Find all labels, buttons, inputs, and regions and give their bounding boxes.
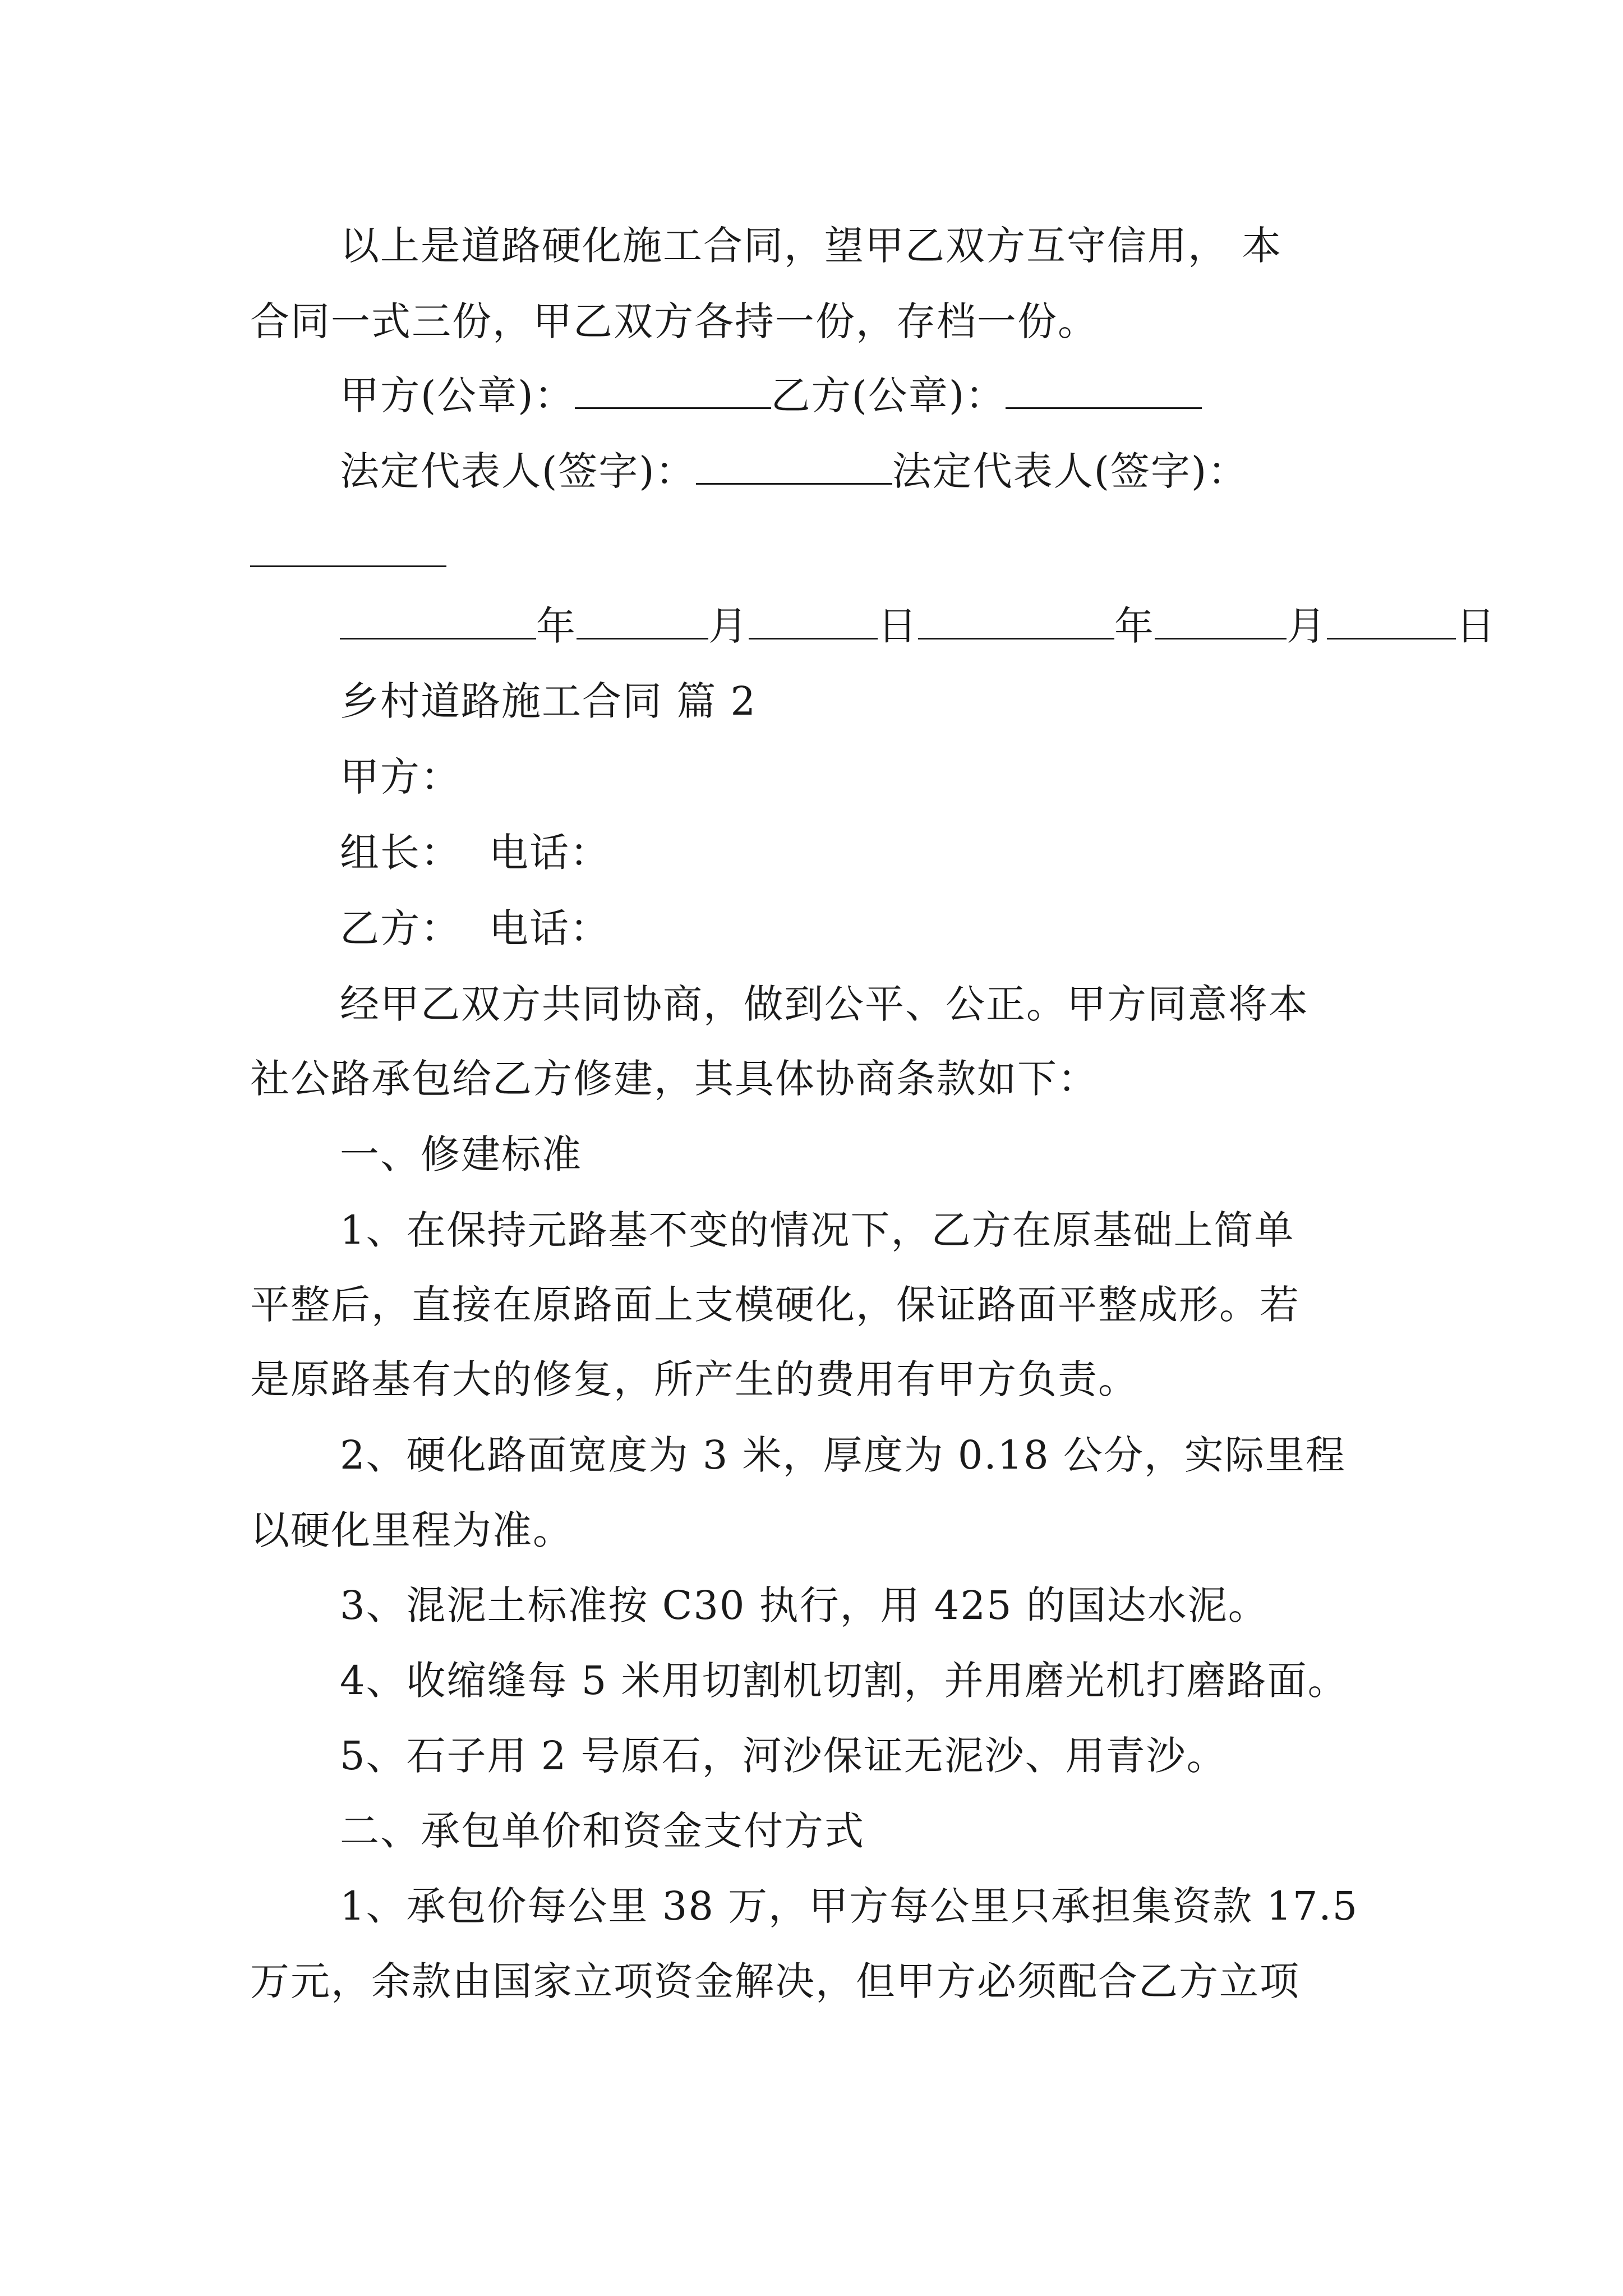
year-blank-a [340,603,536,639]
day-label-a: 日 [878,603,918,649]
standards-heading: 一、修建标准 [340,1131,582,1177]
party-b-label: 乙方： [340,905,461,951]
party-b-phone-line [340,900,610,956]
pricing-item-1-line-1: 1、承包价每公里 38 万，甲方每公里只承担集资款 17.5 [340,1883,1359,1929]
legal-rep-a-blank [696,448,892,485]
standards-item-2-line-1: 2、硬化路面宽度为 3 米，厚度为 0.18 公分，实际里程 [340,1432,1346,1478]
year-label-a: 年 [536,603,577,649]
party-a-line: 甲方： [340,754,461,800]
standards-item-4: 4、收缩缝每 5 米用切割机切割，并用磨光机打磨路面。 [340,1658,1348,1704]
legal-rep-b-blank [250,565,446,567]
month-label-a: 月 [708,603,749,649]
standards-item-1-line-1: 1、在保持元路基不变的情况下，乙方在原基础上简单 [340,1207,1295,1253]
party-a-seal-blank [575,372,771,409]
seal-signature-row [340,367,1202,424]
party-b-phone-label: 电话： [489,905,610,951]
party-a-seal-label: 甲方(公章)： [340,372,575,418]
leader-phone-line [340,825,610,881]
standards-item-2-line-2: 以硬化里程为准。 [250,1507,573,1553]
standards-item-1-line-3: 是原路基有大的修复，所产生的费用有甲方负责。 [250,1356,1138,1402]
month-blank-a [577,603,708,639]
standards-item-1-line-2: 平整后，直接在原路面上支模硬化，保证路面平整成形。若 [250,1282,1300,1328]
date-row [340,598,1496,654]
closing-paragraph-line-1: 以上是道路硬化施工合同，望甲乙双方互守信用， 本 [340,223,1283,269]
intro-line-1: 经甲乙双方共同协商，做到公平、公正。甲方同意将本 [340,981,1309,1027]
day-label-b: 日 [1456,603,1496,649]
section-title: 乡村道路施工合同 篇 2 [340,678,757,724]
intro-line-2: 社公路承包给乙方修建，其具体协商条款如下： [250,1056,1098,1102]
pricing-heading: 二、承包单价和资金支付方式 [340,1808,865,1854]
leader-label: 组长： [340,830,461,876]
standards-item-3: 3、混泥土标准按 C30 执行，用 425 的国达水泥。 [340,1582,1269,1628]
month-blank-b [1155,603,1287,639]
month-label-b: 月 [1287,603,1327,649]
legal-rep-a-label: 法定代表人(签字)： [340,448,696,494]
party-b-seal-label: 乙方(公章)： [771,372,1006,418]
party-b-seal-blank [1006,372,1202,409]
legal-rep-row [340,443,1248,499]
pricing-item-1-line-2: 万元，余款由国家立项资金解决，但甲方必须配合乙方立项 [250,1958,1300,2004]
leader-phone-label: 电话： [489,830,610,876]
day-blank-b [1327,603,1456,639]
standards-item-5: 5、石子用 2 号原石，河沙保证无泥沙、用青沙。 [340,1733,1227,1779]
day-blank-a [749,603,878,639]
closing-paragraph-line-2: 合同一式三份，甲乙双方各持一份，存档一份。 [250,298,1098,344]
year-label-b: 年 [1114,603,1155,649]
legal-rep-b-label: 法定代表人(签字)： [892,448,1248,494]
year-blank-b [918,603,1114,639]
